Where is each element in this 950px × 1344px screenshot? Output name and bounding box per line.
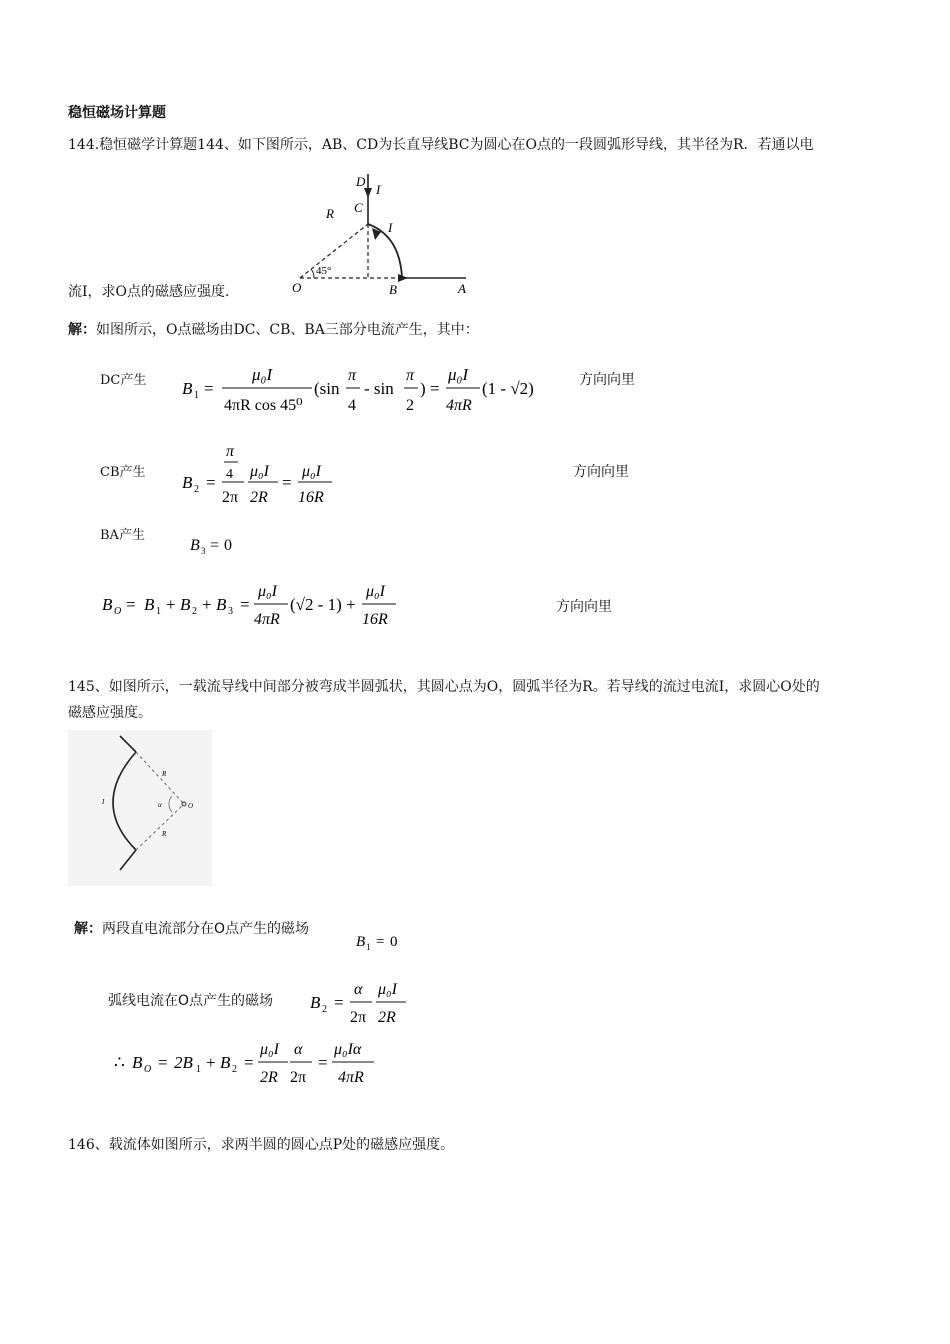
fig145-label-alpha: α (158, 801, 162, 809)
eq145-bo-alpha: α (294, 1041, 303, 1058)
eq-b2-pi: π (226, 443, 235, 460)
eq-bo-b1: B (144, 595, 155, 614)
eq-b2-sub: 2 (194, 484, 199, 495)
svg-text:=: = (244, 1053, 254, 1072)
solution-144-intro-text: 如图所示，O点磁场由DC、CB、BA三部分电流产生，其中： (96, 322, 479, 338)
problem-144-figure (262, 166, 472, 298)
problem-144-line2: 流I，求O点的磁感应强度． (68, 284, 240, 300)
svg-text:+: + (202, 595, 212, 614)
problem-144-line1: 144.稳恒磁学计算题144、如下图所示，AB、CD为长直导线BC为圆心在O点的一段圆弧形导线，其半径为R．若通以电 (68, 137, 814, 153)
problem-145-line1: 145、如图所示，一载流导线中间部分被弯成半圆弧状，其圆心点为O，圆弧半径为R。若导线的流过电流I，求圆心O处的 (68, 679, 820, 695)
fig144-label-C: C (354, 200, 363, 215)
equation-145-bo (112, 1036, 382, 1092)
fig144-label-I-top: I (376, 182, 381, 197)
eq-bo-b2-sub: 2 (192, 606, 197, 617)
eq145-b2-num: μ₀I (378, 981, 397, 998)
fig144-label-I-arc: I (388, 220, 393, 235)
svg-text:=: = (334, 993, 344, 1012)
problem-145-figure (68, 730, 212, 886)
eq-b1-symbol: B (182, 379, 193, 398)
eq-b1-tail: (1 - √2) (482, 379, 534, 398)
eq145-b1-sub: 1 (366, 942, 371, 952)
svg-text:+: + (206, 1053, 216, 1072)
eq-bo-tail: (√2 - 1) + (290, 595, 356, 614)
eq145-two-b1-sub: 1 (196, 1064, 201, 1075)
eq145-bo-sub: O (144, 1064, 152, 1075)
eq145-two-b1: 2B (174, 1053, 193, 1072)
eq145-b2-term-sub: 2 (232, 1064, 237, 1075)
eq-b1-num: μ₀I (252, 365, 273, 384)
eq-b1-den-2: 4πR (446, 397, 472, 414)
eq145-bo-symbol: B (132, 1053, 143, 1072)
svg-text:=: = (282, 473, 292, 492)
section-title: 稳恒磁场计算题 (68, 105, 166, 121)
eq-b3-sub: 3 (201, 546, 206, 556)
eq-b1-pi-1: π (348, 367, 357, 384)
eq-b1-num-2: μ₀I (448, 365, 469, 384)
eq-b3-symbol: B (190, 537, 200, 554)
eq-b2-den-2: 16R (298, 489, 324, 506)
svg-text:=: = (206, 473, 216, 492)
eq-b1-den: 4πR cos 45⁰ (224, 397, 303, 414)
eq-b1-four: 4 (348, 397, 356, 414)
ba-label: BA产生 (100, 528, 145, 543)
eq-bo-sub: O (114, 606, 122, 617)
eq-b2-num-2: μ₀I (302, 463, 321, 480)
eq-b3-zero: 0 (224, 537, 232, 554)
equation-145-b1 (352, 928, 412, 954)
fig144-label-D: D (356, 174, 366, 189)
solution-145-intro (74, 918, 309, 940)
svg-text:=: = (158, 1053, 168, 1072)
fig144-label-angle: 45° (316, 265, 332, 277)
fig145-label-I: I (102, 798, 105, 806)
equation-b1 (178, 358, 558, 420)
solution-144-intro (68, 319, 479, 341)
eq-b2-den: 2R (250, 489, 268, 506)
eq-bo-den-2: 16R (362, 611, 388, 628)
fig144-label-B: B (389, 282, 397, 297)
eq-b2-four: 4 (226, 467, 233, 482)
dc-direction: 方向向里 (579, 372, 635, 388)
fig144-label-O: O (292, 280, 302, 295)
eq145-b2-sub: 2 (322, 1004, 327, 1015)
fig144-label-R: R (326, 206, 334, 221)
eq-bo-den: 4πR (254, 611, 280, 628)
eq-bo-num-2: μ₀I (366, 583, 385, 600)
eq-bo-symbol: B (102, 595, 113, 614)
eq145-bo-den: 2R (260, 1069, 278, 1086)
eq145-bo-den-2: 4πR (338, 1069, 364, 1086)
svg-text:=: = (376, 934, 385, 950)
fig145-label-R-top: R (162, 770, 167, 778)
eq-b1-sub: 1 (194, 390, 199, 401)
svg-text:=: = (126, 595, 136, 614)
eq145-bo-num: μ₀I (260, 1041, 279, 1058)
svg-text:=: = (240, 595, 250, 614)
eq145-b2-den: 2R (378, 1009, 396, 1026)
solution-145-intro-text: 两段直电流部分在O点产生的磁场 (102, 921, 310, 937)
eq-b2-num: μ₀I (250, 463, 269, 480)
eq145-bo-num-2: μ₀Iα (334, 1041, 362, 1058)
svg-text:=: = (210, 537, 220, 554)
equation-b2 (178, 440, 338, 512)
eq-b1-two: 2 (406, 397, 414, 414)
eq145-therefore: ∴ (114, 1053, 125, 1072)
svg-text:=: = (430, 379, 440, 398)
eq-b1-pi-2: π (406, 367, 415, 384)
solution-label-145: 解： (74, 921, 102, 937)
fig144-label-A: A (458, 281, 466, 296)
cb-direction: 方向向里 (573, 464, 629, 480)
eq145-bo-two-pi: 2π (290, 1069, 307, 1086)
problem-145-line2: 磁感应强度。 (68, 705, 152, 721)
eq145-b1-zero: 0 (390, 934, 398, 950)
eq-b1-sin-a: (sin (314, 379, 340, 398)
eq-bo-num: μ₀I (258, 583, 277, 600)
eq145-b1-symbol: B (356, 934, 366, 950)
problem-146-line1: 146、载流体如图所示，求两半圆的圆心点P处的磁感应强度。 (68, 1137, 455, 1153)
eq145-b2-two-pi: 2π (350, 1009, 367, 1026)
eq-bo-b3-sub: 3 (228, 606, 233, 617)
eq-bo-b1-sub: 1 (156, 606, 161, 617)
eq145-b2-symbol: B (310, 993, 321, 1012)
equation-b3 (186, 530, 256, 558)
solution-145-arc-text: 弧线电流在O点产生的磁场 (108, 993, 274, 1009)
eq145-b2-alpha: α (354, 981, 363, 998)
eq-b1-close: ) (420, 379, 426, 398)
svg-text:=: = (318, 1053, 328, 1072)
equation-145-b2 (306, 976, 416, 1030)
cb-label: CB产生 (100, 465, 146, 480)
eq-bo-b2: B (180, 595, 191, 614)
fig145-label-O: O (188, 802, 194, 810)
svg-text:=: = (204, 379, 214, 398)
equation-bo (98, 578, 408, 634)
eq-bo-b3: B (216, 595, 227, 614)
fig145-label-R-bot: R (162, 830, 167, 838)
eq-b2-symbol: B (182, 473, 193, 492)
eq-b1-sin-b: - sin (364, 379, 394, 398)
svg-text:+: + (166, 595, 176, 614)
solution-label: 解： (68, 322, 96, 338)
eq-b2-two-pi: 2π (222, 489, 239, 506)
dc-label: DC产生 (100, 373, 147, 388)
total-direction: 方向向里 (556, 599, 612, 615)
eq145-b2-term: B (220, 1053, 231, 1072)
